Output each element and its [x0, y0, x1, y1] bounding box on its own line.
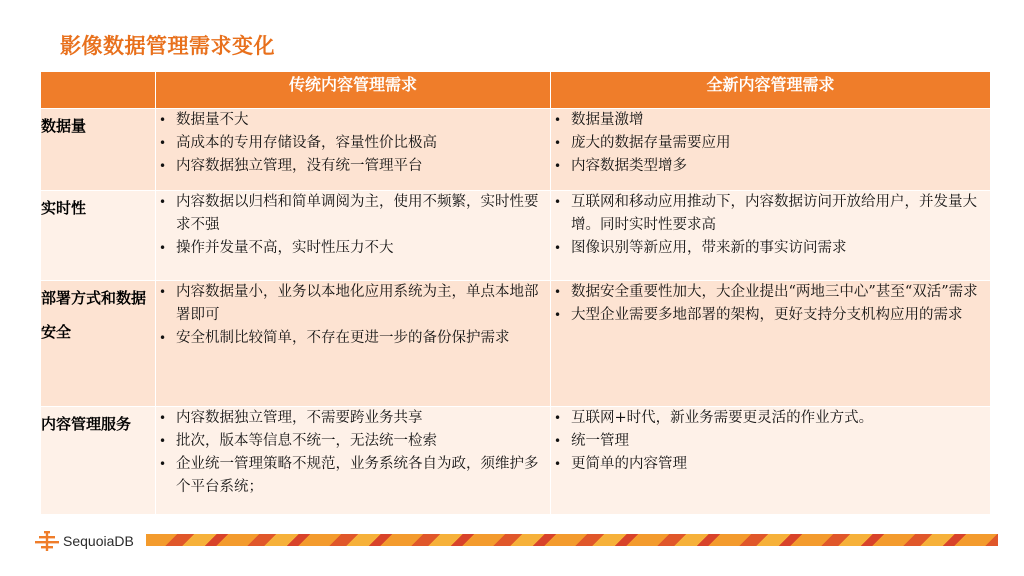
bullet-icon: •	[159, 159, 167, 173]
cell-traditional	[156, 281, 551, 407]
list-item	[156, 191, 550, 237]
page-title: 影像数据管理需求变化	[60, 34, 275, 58]
column-header-traditional: 传统内容管理需求	[156, 72, 551, 109]
bullet-icon: •	[554, 457, 562, 471]
bullet-icon: •	[159, 241, 167, 255]
list-item-text: 内容数据类型增多	[571, 158, 687, 174]
cell-new	[551, 281, 991, 407]
list-item	[156, 430, 550, 453]
bullet-list	[551, 281, 990, 327]
bullet-list	[551, 109, 990, 178]
table-row	[41, 407, 991, 515]
bullet-icon: •	[159, 411, 167, 425]
bullet-icon: •	[159, 285, 167, 299]
list-item	[551, 132, 990, 155]
column-header-new: 全新内容管理需求	[551, 72, 991, 109]
list-item	[551, 281, 990, 304]
cell-new	[551, 109, 991, 191]
bullet-icon: •	[554, 113, 562, 127]
list-item-text: 庞大的数据存量需要应用	[571, 135, 731, 151]
table-row	[41, 191, 991, 281]
list-item-text: 内容数据独立管理，没有统一管理平台	[176, 158, 423, 174]
bullet-icon: •	[159, 434, 167, 448]
bullet-list	[551, 407, 990, 476]
cell-traditional	[156, 191, 551, 281]
list-item-text: 数据安全重要性加大，大企业提出“两地三中心”甚至“双活”需求	[571, 284, 978, 300]
list-item	[156, 109, 550, 132]
list-item-text: 互联网+时代，新业务需要更灵活的作业方式。	[571, 410, 874, 426]
list-item-text: 操作并发量不高，实时性压力不大	[176, 240, 394, 256]
cell-traditional	[156, 109, 551, 191]
bullet-icon: •	[159, 457, 167, 471]
bullet-icon: •	[554, 411, 562, 425]
list-item-text: 数据量不大	[176, 112, 249, 128]
brand-name: SequoiaDB	[63, 533, 134, 549]
list-item-text: 数据量激增	[571, 112, 644, 128]
bullet-icon: •	[159, 195, 167, 209]
list-item	[156, 155, 550, 178]
list-item-text: 图像识别等新应用，带来新的事实访问需求	[571, 240, 847, 256]
list-item	[551, 407, 990, 430]
row-label: 实时性	[41, 191, 156, 281]
list-item	[156, 327, 550, 350]
cell-new	[551, 407, 991, 515]
list-item-text: 统一管理	[571, 433, 629, 449]
list-item-text: 互联网和移动应用推动下，内容数据访问开放给用户，并发量大增。同时实时性要求高	[571, 194, 977, 233]
bullet-icon: •	[159, 113, 167, 127]
list-item-text: 大型企业需要多地部署的架构，更好支持分支机构应用的需求	[571, 307, 963, 323]
bullet-list	[156, 407, 550, 499]
list-item	[551, 109, 990, 132]
bullet-list	[551, 191, 990, 260]
list-item-text: 内容数据独立管理，不需要跨业务共享	[176, 410, 423, 426]
list-item	[551, 155, 990, 178]
row-label: 数据量	[41, 109, 156, 191]
bullet-icon: •	[554, 308, 562, 322]
cell-traditional	[156, 407, 551, 515]
list-item	[551, 430, 990, 453]
bullet-icon: •	[554, 285, 562, 299]
bullet-icon: •	[554, 136, 562, 150]
bullet-icon: •	[159, 331, 167, 345]
bullet-list	[156, 191, 550, 260]
list-item	[156, 132, 550, 155]
list-item	[551, 453, 990, 476]
bullet-list	[156, 109, 550, 178]
list-item	[551, 304, 990, 327]
list-item-text: 企业统一管理策略不规范，业务系统各自为政，须维护多个平台系统；	[176, 456, 539, 495]
row-label: 部署方式和数据安全	[41, 281, 156, 407]
table-row	[41, 109, 991, 191]
list-item-text: 更简单的内容管理	[571, 456, 687, 472]
sequoiadb-logo-icon	[34, 530, 60, 552]
list-item	[156, 453, 550, 499]
table-corner-cell	[41, 72, 156, 109]
row-label: 内容管理服务	[41, 407, 156, 515]
table-header-row	[41, 72, 991, 109]
bullet-icon: •	[159, 136, 167, 150]
bullet-icon: •	[554, 159, 562, 173]
bullet-icon: •	[554, 241, 562, 255]
table-row	[41, 281, 991, 407]
list-item-text: 内容数据量小，业务以本地化应用系统为主，单点本地部署即可	[176, 284, 539, 323]
list-item-text: 安全机制比较简单，不存在更进一步的备份保护需求	[176, 330, 510, 346]
requirements-table	[40, 71, 991, 515]
sequoiadb-logo	[34, 530, 134, 552]
list-item	[551, 237, 990, 260]
bullet-icon: •	[554, 434, 562, 448]
list-item-text: 内容数据以归档和简单调阅为主，使用不频繁，实时性要求不强	[176, 194, 539, 233]
bullet-icon: •	[554, 195, 562, 209]
list-item	[156, 407, 550, 430]
bullet-list	[156, 281, 550, 350]
decorative-stripe	[146, 534, 998, 546]
list-item-text: 高成本的专用存储设备，容量性价比极高	[176, 135, 437, 151]
list-item-text: 批次，版本等信息不统一，无法统一检索	[176, 433, 437, 449]
list-item	[551, 191, 990, 237]
cell-new	[551, 191, 991, 281]
list-item	[156, 237, 550, 260]
list-item	[156, 281, 550, 327]
